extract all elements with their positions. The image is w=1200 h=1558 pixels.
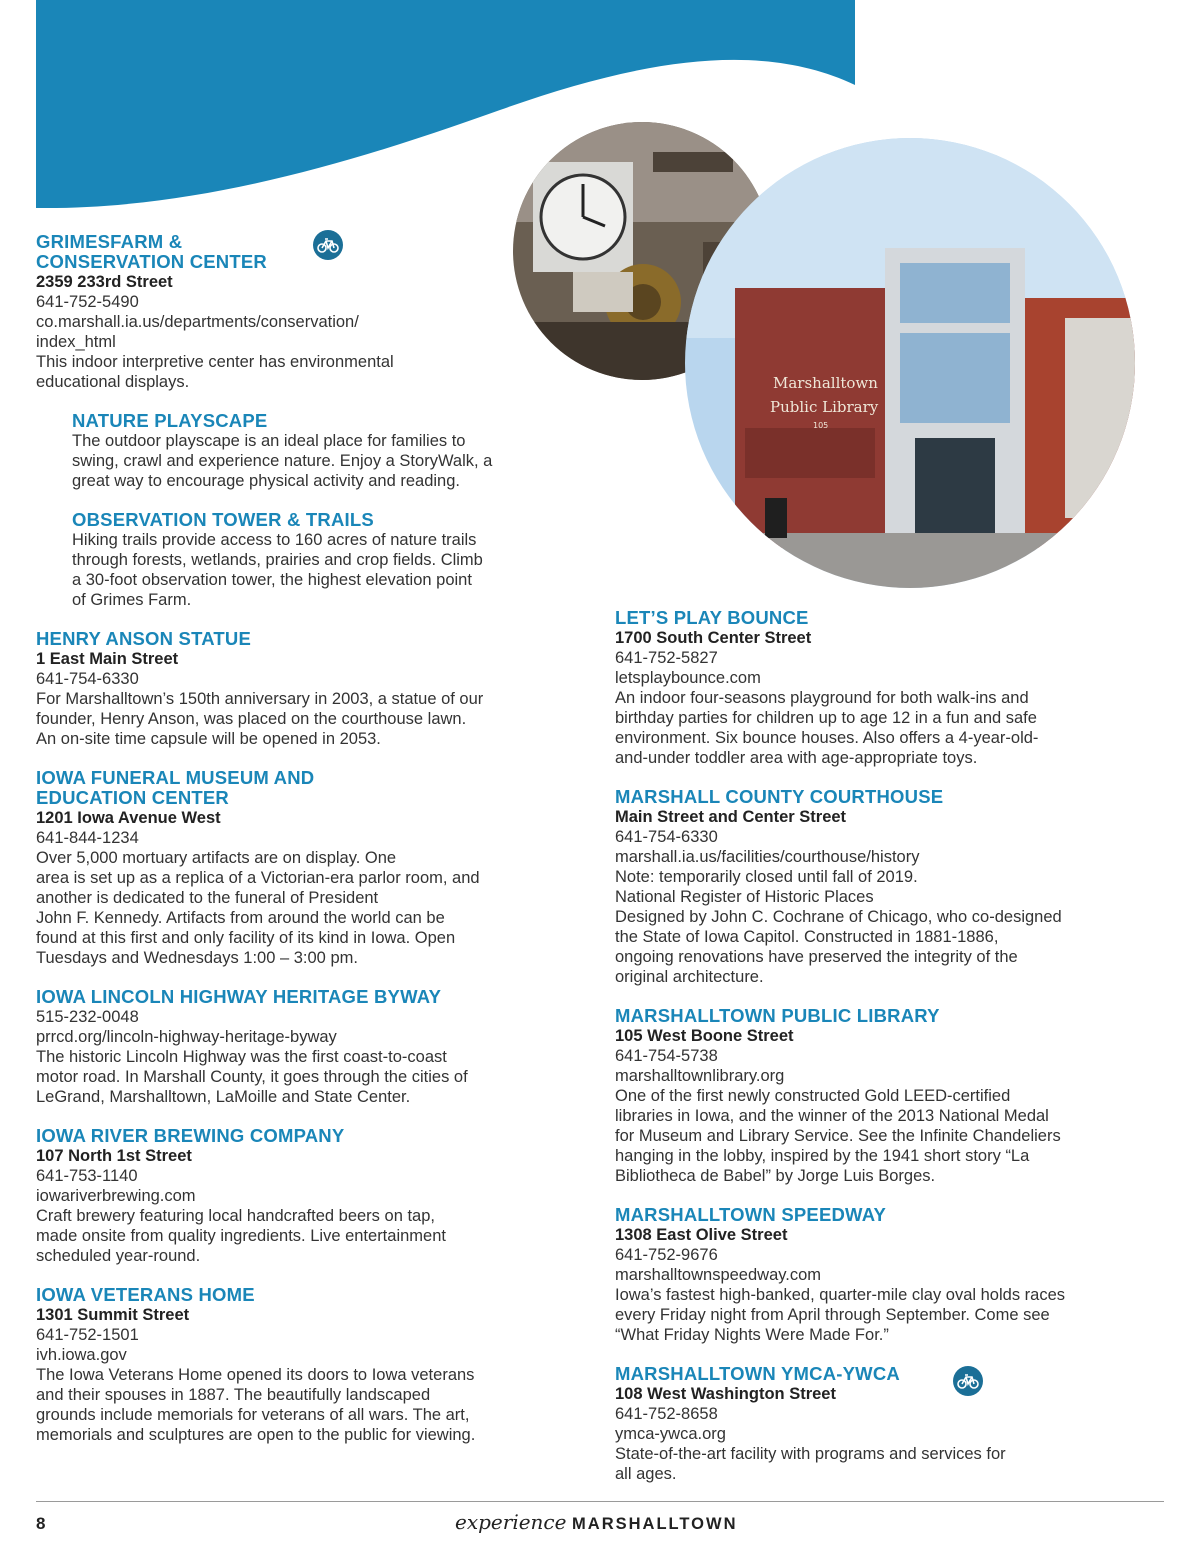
entry-description-line: The Iowa Veterans Home opened its doors to Iowa veterans bbox=[36, 1366, 475, 1384]
entry-description-line: memorials and sculptures are open to the public for viewing. bbox=[36, 1426, 476, 1444]
entry-title: IOWA RIVER BREWING COMPANY bbox=[36, 1125, 345, 1146]
entry-description-line: LeGrand, Marshalltown, LaMoille and State Center. bbox=[36, 1088, 411, 1106]
entry-title: NATURE PLAYSCAPE bbox=[72, 410, 268, 431]
entry-title: GRIMESFARM & bbox=[36, 231, 183, 252]
footer-divider bbox=[36, 1501, 1164, 1502]
entry-address: 107 North 1st Street bbox=[36, 1147, 192, 1165]
entry-phone: 641-752-5490 bbox=[36, 293, 139, 311]
footer-brand bbox=[455, 1510, 737, 1535]
entry-iowa-funeral-museum bbox=[36, 768, 596, 968]
brand-script: experience bbox=[455, 1510, 567, 1534]
entry-info-line: iowariverbrewing.com bbox=[36, 1187, 196, 1205]
entry-description-line: John F. Kennedy. Artifacts from around the world can be bbox=[36, 909, 445, 927]
entry-title: LET’S PLAY BOUNCE bbox=[615, 607, 809, 628]
entry-description-line: hanging in the lobby, inspired by the 1941 short story “La bbox=[615, 1147, 1030, 1165]
entry-description-line: For Marshalltown’s 150th anniversary in 2003, a statue of our bbox=[36, 690, 484, 708]
entry-info-line: ivh.iowa.gov bbox=[36, 1346, 127, 1364]
library-sign-line-1: Marshalltown bbox=[773, 374, 878, 392]
entry-phone: 641-844-1234 bbox=[36, 829, 139, 847]
entry-address: 1301 Summit Street bbox=[36, 1306, 190, 1324]
entry-ymca-ywca bbox=[615, 1364, 1175, 1484]
entry-info-line: marshalltownlibrary.org bbox=[615, 1067, 785, 1085]
entry-description-line: founder, Henry Anson, was placed on the courthouse lawn. bbox=[36, 710, 467, 728]
entry-iowa-river-brewing bbox=[36, 1126, 596, 1266]
library-number: 105 bbox=[813, 421, 829, 430]
entry-description-line: another is dedicated to the funeral of President bbox=[36, 889, 379, 907]
entry-info-line: prrcd.org/lincoln-highway-heritage-byway bbox=[36, 1028, 337, 1046]
library-photo bbox=[685, 138, 1135, 588]
entry-description-line: Bibliotheca de Babel” by Jorge Luis Borges. bbox=[615, 1167, 936, 1185]
entry-description-line: libraries in Iowa, and the winner of the 2013 National Medal bbox=[615, 1107, 1049, 1125]
entry-title: CONSERVATION CENTER bbox=[36, 251, 267, 272]
entry-address: 1700 South Center Street bbox=[615, 629, 812, 647]
entry-info-line: marshalltownspeedway.com bbox=[615, 1266, 822, 1284]
entry-lets-play-bounce bbox=[615, 608, 1175, 768]
entry-description-line: motor road. In Marshall County, it goes through the cities of bbox=[36, 1068, 468, 1086]
entry-description-line: An on-site time capsule will be opened in 2053. bbox=[36, 730, 381, 748]
entry-description-line: environment. Six bounce houses. Also offers a 4-year-old- bbox=[615, 729, 1039, 747]
entry-address: 105 West Boone Street bbox=[615, 1027, 794, 1045]
entry-title: MARSHALLTOWN YMCA-YWCA bbox=[615, 1363, 900, 1384]
entry-description-line: Craft brewery featuring local handcrafted beers on tap, bbox=[36, 1207, 435, 1225]
entry-description-line: Tuesdays and Wednesdays 1:00 – 3:00 pm. bbox=[36, 949, 358, 967]
entry-description-line: and-under toddler area with age-appropriate toys. bbox=[615, 749, 978, 767]
entry-description-line: swing, crawl and experience nature. Enjoy a StoryWalk, a bbox=[72, 452, 493, 470]
entry-phone: 515-232-0048 bbox=[36, 1008, 139, 1026]
entry-description-line: Designed by John C. Cochrane of Chicago, who co-designed bbox=[615, 908, 1062, 926]
entry-info-line: Note: temporarily closed until fall of 2019. bbox=[615, 868, 918, 886]
library-sign-line-2: Public Library bbox=[770, 398, 879, 416]
entry-description-line: Over 5,000 mortuary artifacts are on display. One bbox=[36, 849, 397, 867]
entry-info-line: co.marshall.ia.us/departments/conservation/ bbox=[36, 313, 359, 331]
entry-nature-playscape bbox=[72, 411, 592, 491]
entry-description-line: through forests, wetlands, prairies and crop fields. Climb bbox=[72, 551, 483, 569]
entry-info-line: index_html bbox=[36, 333, 116, 351]
entry-title: MARSHALLTOWN SPEEDWAY bbox=[615, 1204, 887, 1225]
entry-county-courthouse bbox=[615, 787, 1175, 987]
entry-title: IOWA VETERANS HOME bbox=[36, 1284, 255, 1305]
entry-info-line: National Register of Historic Places bbox=[615, 888, 874, 906]
entry-speedway bbox=[615, 1205, 1175, 1345]
entry-phone: 641-754-6330 bbox=[36, 670, 139, 688]
entry-address: 2359 233rd Street bbox=[36, 273, 173, 291]
entry-description-line: educational displays. bbox=[36, 373, 190, 391]
entry-lincoln-highway bbox=[36, 987, 596, 1107]
entry-description-line: An indoor four-seasons playground for both walk-ins and bbox=[615, 689, 1029, 707]
entry-title: EDUCATION CENTER bbox=[36, 787, 229, 808]
entry-description-line: This indoor interpretive center has environmental bbox=[36, 353, 394, 371]
entry-description-line: original architecture. bbox=[615, 968, 764, 986]
entry-address: 1308 East Olive Street bbox=[615, 1226, 788, 1244]
entry-description-line: a 30-foot observation tower, the highest elevation point bbox=[72, 571, 472, 589]
entry-info-line: ymca-ywca.org bbox=[615, 1425, 726, 1443]
entry-title: MARSHALLTOWN PUBLIC LIBRARY bbox=[615, 1005, 940, 1026]
entry-description-line: area is set up as a replica of a Victorian-era parlor room, and bbox=[36, 869, 480, 887]
entry-description-line: ongoing renovations have preserved the integrity of the bbox=[615, 948, 1018, 966]
entry-description-line: The outdoor playscape is an ideal place for families to bbox=[72, 432, 466, 450]
entry-phone: 641-752-9676 bbox=[615, 1246, 718, 1264]
entry-description-line: Iowa’s fastest high-banked, quarter-mile clay oval holds races bbox=[615, 1286, 1066, 1304]
brand-caps: MARSHALLTOWN bbox=[572, 1515, 738, 1533]
entry-description-line: “What Friday Nights Were Made For.” bbox=[615, 1326, 889, 1344]
entry-phone: 641-752-5827 bbox=[615, 649, 718, 667]
entry-phone: 641-754-6330 bbox=[615, 828, 718, 846]
entry-description-line: great way to encourage physical activity and reading. bbox=[72, 472, 460, 490]
entry-title: OBSERVATION TOWER & TRAILS bbox=[72, 509, 374, 530]
bicycle-icon bbox=[313, 230, 343, 260]
page-number: 8 bbox=[36, 1514, 46, 1533]
entry-description-line: every Friday night from April through September. Come see bbox=[615, 1306, 1050, 1324]
entry-description-line: for Museum and Library Service. See the Infinite Chandeliers bbox=[615, 1127, 1061, 1145]
entry-title: IOWA FUNERAL MUSEUM AND bbox=[36, 767, 315, 788]
entry-observation-tower bbox=[72, 510, 592, 610]
entry-grimesfarm bbox=[36, 232, 516, 392]
entry-description-line: The historic Lincoln Highway was the first coast-to-coast bbox=[36, 1048, 447, 1066]
entry-address: 108 West Washington Street bbox=[615, 1385, 836, 1403]
entry-description-line: of Grimes Farm. bbox=[72, 591, 192, 609]
entry-phone: 641-752-1501 bbox=[36, 1326, 139, 1344]
entry-address: 1 East Main Street bbox=[36, 650, 179, 668]
entry-description-line: all ages. bbox=[615, 1465, 677, 1483]
entry-description-line: Hiking trails provide access to 160 acres of nature trails bbox=[72, 531, 477, 549]
entry-henry-anson-statue bbox=[36, 629, 596, 749]
entry-title: MARSHALL COUNTY COURTHOUSE bbox=[615, 786, 944, 807]
entry-description-line: scheduled year-round. bbox=[36, 1247, 201, 1265]
entry-info-line: marshall.ia.us/facilities/courthouse/history bbox=[615, 848, 920, 866]
entry-title: HENRY ANSON STATUE bbox=[36, 628, 251, 649]
entry-phone: 641-753-1140 bbox=[36, 1167, 138, 1185]
entry-description-line: birthday parties for children up to age 12 in a fun and safe bbox=[615, 709, 1037, 727]
entry-description-line: State-of-the-art facility with programs and services for bbox=[615, 1445, 1006, 1463]
entry-info-line: letsplaybounce.com bbox=[615, 669, 761, 687]
entry-description-line: the State of Iowa Capitol. Constructed in 1881-1886, bbox=[615, 928, 999, 946]
entry-address: Main Street and Center Street bbox=[615, 808, 847, 826]
entry-description-line: grounds include memorials for veterans of all wars. The art, bbox=[36, 1406, 470, 1424]
entry-phone: 641-754-5738 bbox=[615, 1047, 718, 1065]
entry-phone: 641-752-8658 bbox=[615, 1405, 718, 1423]
entry-iowa-veterans-home bbox=[36, 1285, 596, 1445]
entry-description-line: made onsite from quality ingredients. Live entertainment bbox=[36, 1227, 446, 1245]
entry-description-line: One of the first newly constructed Gold LEED-certified bbox=[615, 1087, 1011, 1105]
entry-address: 1201 Iowa Avenue West bbox=[36, 809, 221, 827]
entry-public-library bbox=[615, 1006, 1175, 1186]
bicycle-icon bbox=[953, 1366, 983, 1396]
entry-description-line: found at this first and only facility of its kind in Iowa. Open bbox=[36, 929, 456, 947]
entry-description-line: and their spouses in 1887. The beautifully landscaped bbox=[36, 1386, 431, 1404]
entry-title: IOWA LINCOLN HIGHWAY HERITAGE BYWAY bbox=[36, 986, 442, 1007]
